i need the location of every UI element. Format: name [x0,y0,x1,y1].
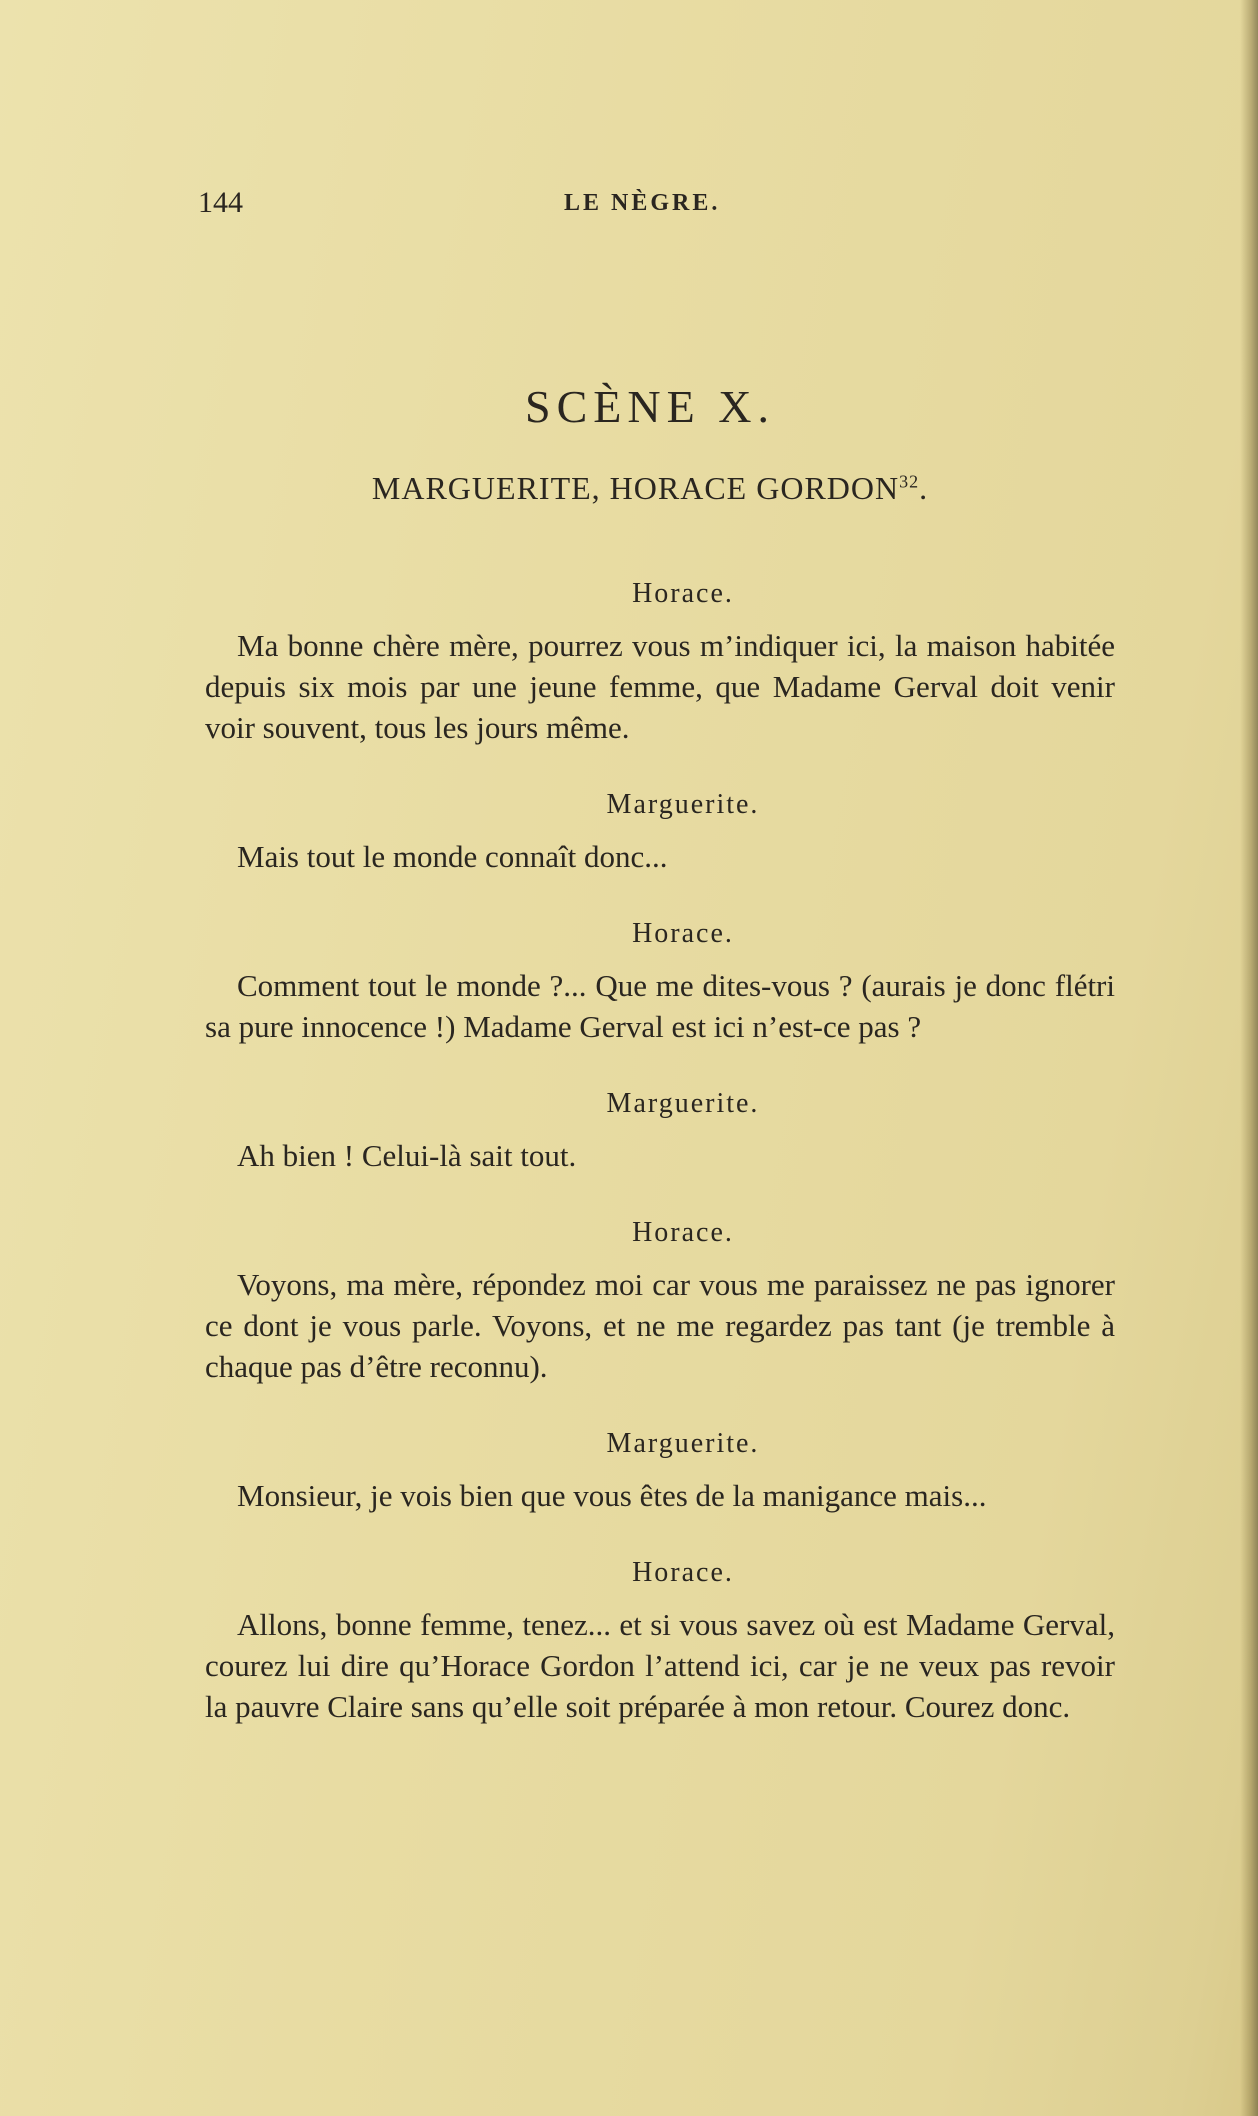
speaker-name: Horace. [632,1557,734,1588]
dialogue [205,575,1115,1765]
speech-text: Monsieur, je vois bien que vous êtes de la manigance mais... [237,1478,987,1513]
speech-text: Comment tout le monde ?... Que me dites-vous ? (aurais je donc flétri sa pure innocence !) Madame Gerval est ici n’est-ce pas ? [205,968,1115,1044]
page-edge-shadow [1240,0,1258,2116]
page-number: 144 [198,186,243,219]
speaker-name: Marguerite. [606,1088,760,1119]
speaker-name: Horace. [632,918,734,949]
speaker-name: Marguerite. [606,789,760,820]
speech-text: Ma bonne chère mère, pourrez vous m’indiquer ici, la maison habitée depuis six mois par une jeune femme, que Madame Gerval doit venir voir souvent, tous les jours même. [205,628,1115,745]
speech-text: Mais tout le monde connaît donc... [237,839,668,874]
speech-text: Voyons, ma mère, répondez moi car vous me paraissez ne pas ignorer ce dont je vous parle. Voyons, et ne me regardez pas tant (je tremble à chaque pas d’être reconnu). [205,1267,1115,1384]
running-head: LE NÈGRE. [564,190,721,216]
characters-list: MARGUERITE, HORACE GORDON [371,470,900,506]
characters-period: . [919,470,929,506]
speaker-name: Marguerite. [606,1428,760,1459]
speaker-name: Horace. [632,578,734,609]
scene-characters [0,470,1258,507]
speech-text: Allons, bonne femme, tenez... et si vous savez où est Madame Gerval, courez lui dire qu’Horace Gordon l’attend ici, car je ne veux pas revoir la pauvre Claire sans qu’elle soit préparée à mon retour. Courez donc. [205,1607,1115,1724]
speaker-name: Horace. [632,1217,734,1248]
footnote-marker: 32 [899,471,920,492]
page-header [198,186,1128,226]
scene-title: SCÈNE X. [525,381,775,432]
speech-text: Ah bien ! Celui-là sait tout. [237,1138,577,1173]
